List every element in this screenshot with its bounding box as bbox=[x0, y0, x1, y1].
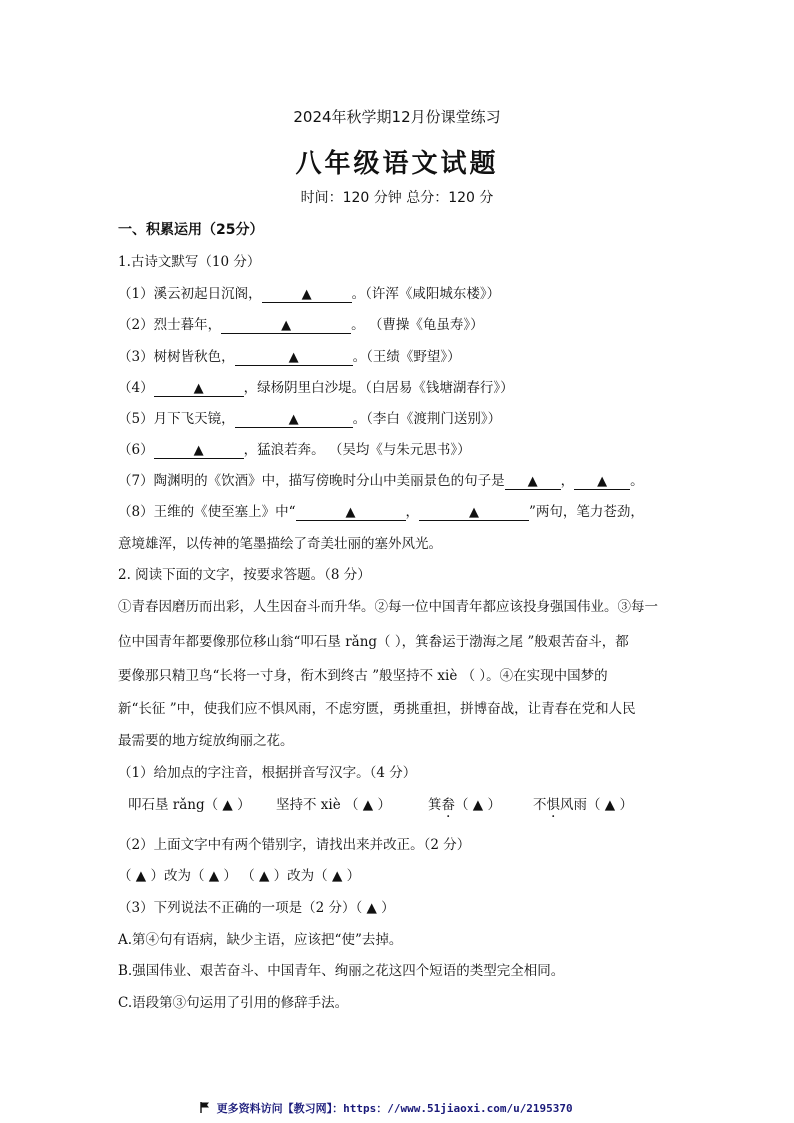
recite-source: 。（李白《渡荆门送别》） bbox=[352, 411, 502, 427]
question-title: 2. 阅读下面的文字，按要求答题。（8 分） bbox=[118, 567, 371, 583]
recite-source: 。（王绩《野望》） bbox=[352, 349, 461, 365]
answer-slot: （ ▲ ） bbox=[455, 797, 501, 813]
triangle-marker: ▲ bbox=[469, 505, 479, 520]
pinyin-item[interactable] bbox=[533, 793, 633, 813]
recite-source: 。（许浑《咸阳城东楼》） bbox=[351, 286, 501, 302]
recite-item-4 bbox=[118, 376, 514, 397]
recite-item-7 bbox=[118, 469, 644, 490]
triangle-marker: ▲ bbox=[288, 412, 299, 427]
passage-line: 位中国青年都要像那位移山翁“叩石垦 rǎng（ ），箕畚运于渤海之尾 ”般艰苦奋斗，都 bbox=[118, 634, 629, 650]
recite-end: ”两句，笔力苍劲， bbox=[529, 504, 644, 520]
triangle-marker: ▲ bbox=[288, 350, 299, 365]
question-title: 1.古诗文默写（10 分） bbox=[118, 254, 261, 270]
triangle-marker: ▲ bbox=[527, 474, 538, 489]
passage-line: 新“长征 ”中，使我们应不惧风雨，不虑穷匮，勇挑重担，拼博奋战，让青春在党和人民 bbox=[118, 701, 636, 717]
dotted-char: 畚 bbox=[441, 797, 455, 813]
recite-source: 。 （曹操《龟虽寿》） bbox=[351, 317, 484, 333]
recite-item-3 bbox=[118, 345, 461, 366]
answer-blank[interactable] bbox=[154, 442, 244, 459]
passage-line: ①青春因磨历而出彩，人生因奋斗而升华。②每一位中国青年都应该投身强国伟业。③每一 bbox=[118, 599, 658, 615]
triangle-marker: ▲ bbox=[193, 443, 204, 458]
recite-item-5 bbox=[118, 407, 501, 428]
passage-line: 要像那只精卫鸟“长将一寸身，衔木到终古 ”般坚持不 xiè （ ）。④在实现中国梦的 bbox=[118, 668, 608, 684]
dotted-char: 惧 bbox=[546, 797, 560, 813]
char: 不 bbox=[533, 797, 547, 813]
answer-blank[interactable] bbox=[154, 380, 244, 397]
option-b: B.强国伟业、艰苦奋斗、中国青年、绚丽之花这四个短语的类型完全相同。 bbox=[118, 963, 565, 979]
correction-answer-line[interactable]: （ ▲ ）改为（ ▲ ） （ ▲ ）改为（ ▲ ） bbox=[118, 868, 361, 884]
char: 箕 bbox=[428, 797, 442, 813]
page-title: 八年级语文试题 bbox=[295, 149, 499, 179]
triangle-marker: ▲ bbox=[301, 287, 312, 302]
recite-text: （8）王维的《使至塞上》中“ bbox=[118, 504, 296, 520]
exam-meta: 时间：120 分钟 总分：120 分 bbox=[300, 190, 494, 206]
answer-blank[interactable] bbox=[221, 317, 351, 334]
subquestion-title: （2）上面文字中有两个错别字，请找出来并改正。（2 分） bbox=[118, 837, 471, 853]
answer-blank[interactable] bbox=[574, 473, 630, 490]
option-c: C.语段第③句运用了引用的修辞手法。 bbox=[118, 995, 349, 1011]
triangle-marker: ▲ bbox=[597, 474, 608, 489]
recite-item-2 bbox=[118, 313, 484, 334]
pinyin-item[interactable] bbox=[428, 793, 501, 813]
subquestion-title: （3）下列说法不正确的一项是（2 分）（ ▲ ） bbox=[118, 900, 395, 916]
pinyin-item[interactable]: 叩石垦 rǎng（ ▲ ） bbox=[128, 797, 251, 813]
recite-text: （2）烈士暮年， bbox=[118, 317, 222, 333]
answer-slot: 风雨（ ▲ ） bbox=[560, 797, 633, 813]
recite-source: ，绿杨阴里白沙堤。（白居易《钱塘湖春行》） bbox=[243, 380, 514, 396]
option-a: A.第④句有语病，缺少主语，应该把“使”去掉。 bbox=[118, 932, 403, 948]
recite-item-8 bbox=[118, 500, 644, 521]
pinyin-item[interactable]: 坚持不 xiè （ ▲ ） bbox=[276, 797, 391, 813]
section-heading: 一、积累运用（25分） bbox=[118, 222, 264, 238]
recite-item-8-cont: 意境雄浑，以传神的笔墨描绘了奇美壮丽的塞外风光。 bbox=[118, 536, 442, 552]
answer-blank[interactable] bbox=[235, 349, 353, 366]
passage-line: 最需要的地方绽放绚丽之花。 bbox=[118, 733, 294, 749]
answer-blank[interactable] bbox=[235, 411, 353, 428]
footer[interactable] bbox=[200, 1100, 573, 1116]
recite-end: 。 bbox=[630, 473, 644, 489]
recite-text: （1）溪云初起日沉阁， bbox=[118, 286, 262, 302]
recite-source: ，猛浪若奔。 （吴均《与朱元思书》） bbox=[243, 442, 471, 458]
separator: ， bbox=[560, 473, 575, 489]
recite-item-1 bbox=[118, 282, 500, 303]
footer-link[interactable]: 更多资料访问【教习网】：https：//www.51jiaoxi.com/u/2195370 bbox=[216, 1102, 573, 1115]
answer-blank[interactable] bbox=[505, 473, 561, 490]
answer-blank[interactable] bbox=[419, 504, 529, 521]
triangle-marker: ▲ bbox=[345, 505, 356, 520]
triangle-marker: ▲ bbox=[281, 318, 292, 333]
recite-text: （7）陶渊明的《饮酒》中，描写傍晚时分山中美丽景色的句子是 bbox=[118, 473, 505, 489]
answer-blank[interactable] bbox=[262, 286, 352, 303]
triangle-marker: ▲ bbox=[193, 381, 204, 396]
separator: ， bbox=[405, 504, 419, 520]
recite-text: （4） bbox=[118, 380, 154, 396]
recite-text: （5）月下飞天镜， bbox=[118, 411, 235, 427]
recite-text: （6） bbox=[118, 442, 154, 458]
recite-text: （3）树树皆秋色， bbox=[118, 349, 235, 365]
flag-icon bbox=[200, 1102, 210, 1113]
term-heading: 2024年秋学期12月份课堂练习 bbox=[293, 108, 501, 126]
answer-blank[interactable] bbox=[296, 504, 406, 521]
recite-item-6 bbox=[118, 438, 471, 459]
subquestion-title: （1）给加点的字注音，根据拼音写汉字。（4 分） bbox=[118, 765, 417, 781]
